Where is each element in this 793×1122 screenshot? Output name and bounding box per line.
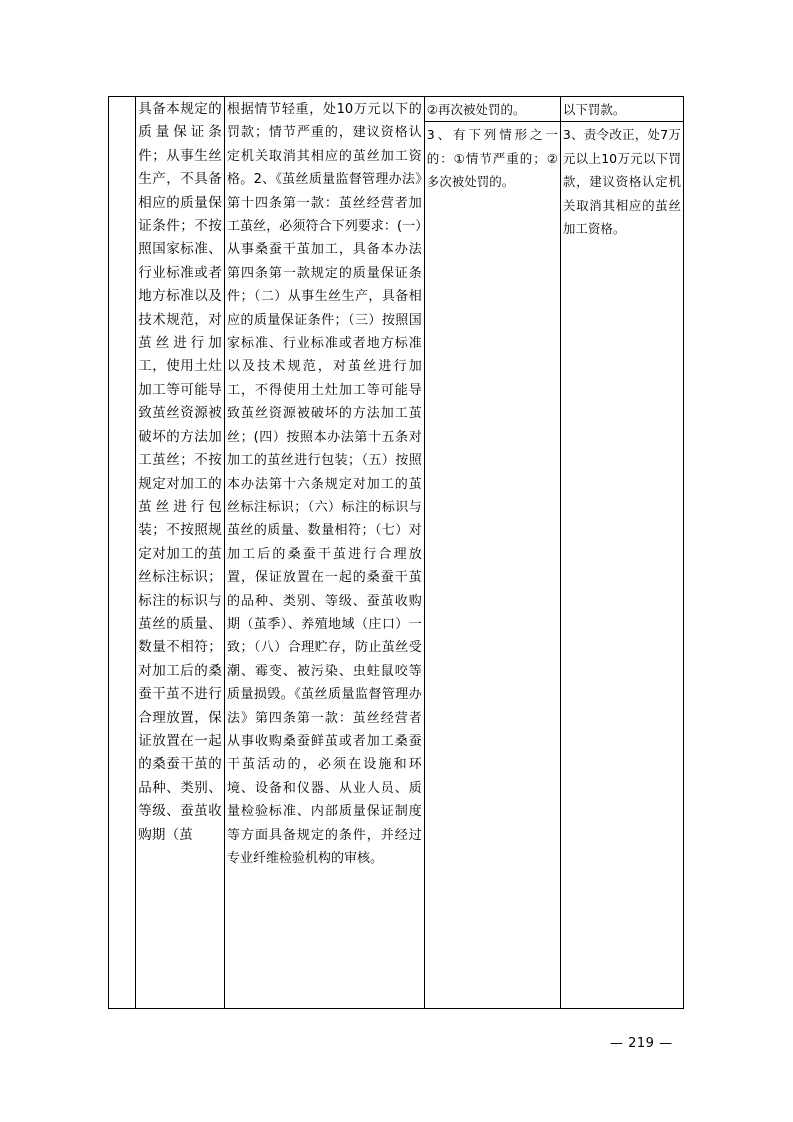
legal-basis-text: 根据情节轻重，处10万元以下的罚款；情节严重的，建议资格认定机关取消其相应的茧丝加工资格。2、《茧丝质量监督管理办法》第十四条第一款：茧丝经营者加工茧丝，必须符合下列要求：(一）从事桑蚕干茧加工，具备本办法第四条第一款规定的质量保证条件；（二）从事生丝生产，具备相应的质量保证条件；（三）按照国家标准、行业标准或者地方标准以及技术规范，对茧丝进行加工，不得使用土灶加工等可能导致茧丝资源被破坏的方法加工茧丝；(四）按照本办法第十五条对加工的茧丝进行包装；（五）按照本办法第十六条规定对加工的茧丝标注标识；（六）标注的标识与茧丝的质量、数量相符；（七）对加工后的桑蚕干茧进行合理放置，保证放置在一起的桑蚕干茧的品种、类别、等级、蚕茧收购期（茧季）、养殖地域（庄口）一致；（八）合理贮存，防止茧丝受潮、霉变、被污染、虫蛀鼠咬等质量损毁。《茧丝质量监督管理办法》第四条第一款：茧丝经营者从事收购桑蚕鲜茧或者加工桑蚕干茧活动的，必须在设施和环境、设备和仪器、从业人员、质量检验标准、内部质量保证制度等方面具备规定的条件，并经过专业纤维检验机构的审核。: [227, 102, 422, 866]
violation-text: 具备本规定的质量保证条件；从事生丝生产，不具备相应的质量保证条件；不按照国家标准、行业标准或者地方标准以及技术规范，对茧丝进行加工，使用土灶加工等可能导致茧丝资源被破坏的方法加工茧丝；不按规定对加工的茧丝进行包装；不按照规定对加工的茧丝标注标识；标注的标识与茧丝的质量、数量不相符；对加工后的桑蚕干茧不进行合理放置，保证放置在一起的桑蚕干茧的品种、类别、等级、蚕茧收购期（茧: [138, 101, 222, 843]
penalty-main-text: 3、责令改正，处7万元以上10万元以下罚款，建议资格认定机关取消其相应的茧丝加工资格。: [562, 127, 681, 237]
penalty-cell: [560, 97, 683, 1009]
circumstance-main-text: 3、有下列情形之一的：①情节严重的；②多次被处罚的。: [426, 127, 558, 190]
table-row: [109, 97, 684, 1009]
page-number: — 219 —: [610, 1036, 673, 1051]
penalty-top-text: 以下罚款。: [561, 97, 683, 122]
violation-cell: [136, 97, 225, 1009]
penalty-standard-table: [108, 96, 684, 1009]
index-cell: [109, 97, 136, 1009]
circumstance-top-text: ②再次被处罚的。: [425, 97, 560, 122]
circumstance-cell: [424, 97, 560, 1009]
legal-basis-cell: [225, 97, 425, 1009]
